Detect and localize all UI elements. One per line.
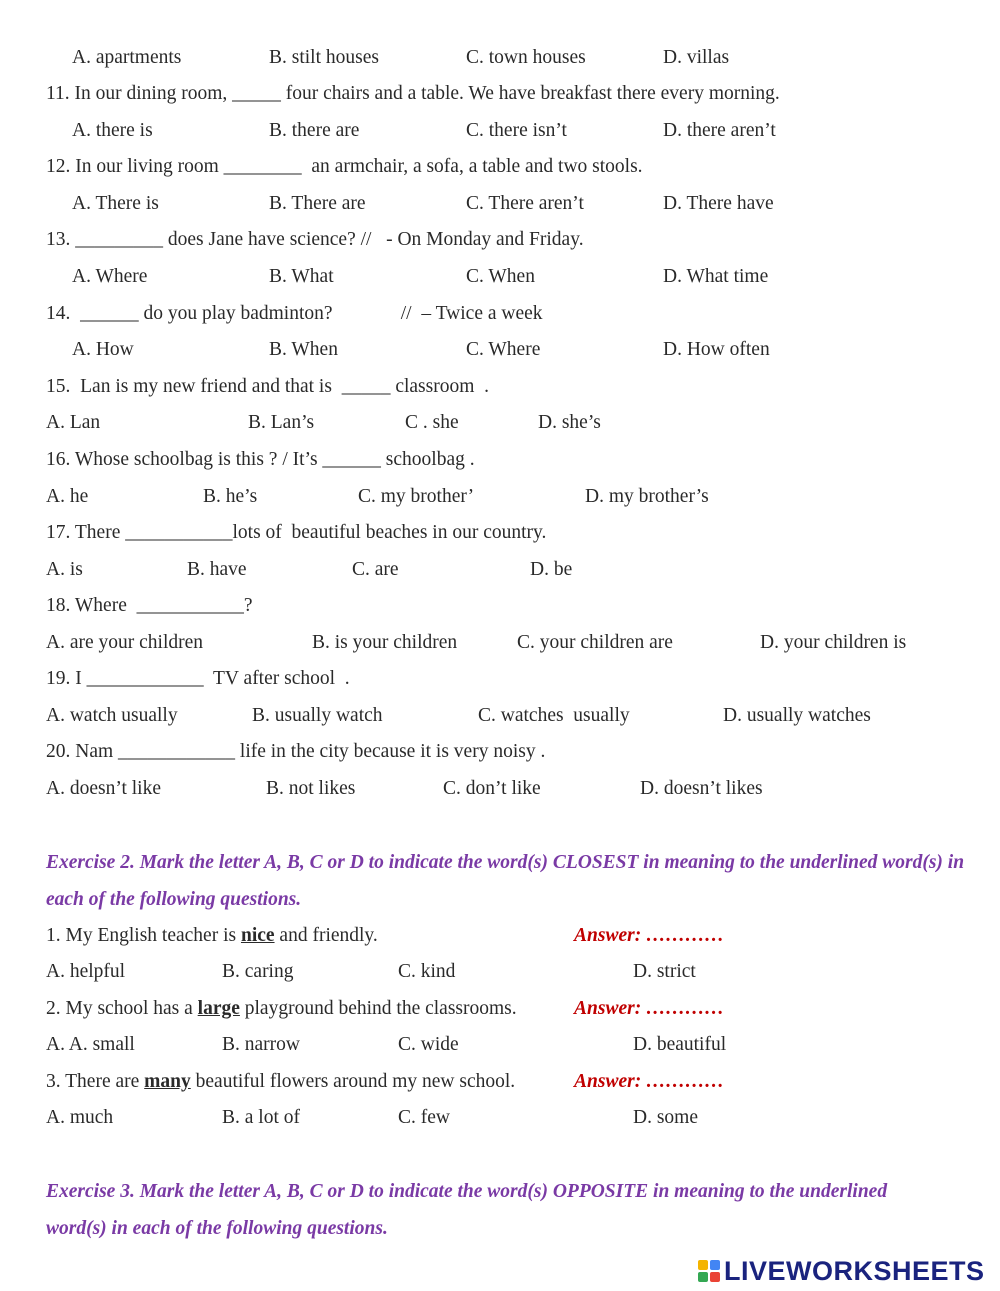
q16-option-d: D. my brother’s [585,486,709,507]
q11-option-c: C. there isn’t [466,120,567,141]
question-15: 15. Lan is my new friend and that is _____ classroom . [46,376,490,397]
q19-option-b: B. usually watch [252,705,383,726]
q13-option-d: D. What time [663,266,769,287]
ex2-q2-option-a: A. A. small [46,1034,135,1055]
q10-option-a: A. apartments [72,47,182,68]
question-11: 11. In our dining room, _____ four chairs and a table. We have breakfast there every morning. [46,83,780,104]
question-19: 19. I ____________ TV after school . [46,668,350,689]
question-14: 14. ______ do you play badminton? // – Twice a week [46,303,543,324]
q14-option-c: C. Where [466,339,541,360]
q13-option-a: A. Where [72,266,148,287]
liveworksheets-logo-icon [698,1260,720,1282]
ex2-q3-option-a: A. much [46,1107,114,1128]
ex2-q2-option-c: C. wide [398,1034,459,1055]
q19-option-d: D. usually watches [723,705,871,726]
q18-option-b: B. is your children [312,632,458,653]
ex2-q1-option-d: D. strict [633,961,696,982]
question-17: 17. There ___________lots of beautiful beaches in our country. [46,522,547,543]
q15-option-a: A. Lan [46,412,101,433]
q12-option-c: C. There aren’t [466,193,584,214]
ex2-q1-option-c: C. kind [398,961,456,982]
q14-option-d: D. How often [663,339,770,360]
q11-option-b: B. there are [269,120,360,141]
ex2-question-2: 2. My school has a large playground behind the classrooms. [46,998,517,1019]
ex2-answer-1: Answer: ………… [574,925,725,946]
ex2-answer-3: Answer: ………… [574,1071,725,1092]
q20-option-b: B. not likes [266,778,356,799]
logo-text: LIVEWORKSHEETS [724,1255,985,1286]
q12-option-b: B. There are [269,193,366,214]
q10-option-d: D. villas [663,47,730,68]
q13-option-c: C. When [466,266,535,287]
q15-option-d: D. she’s [538,412,601,433]
q17-option-d: D. be [530,559,573,580]
q12-option-a: A. There is [72,193,159,214]
q17-option-a: A. is [46,559,83,580]
question-20: 20. Nam ____________ life in the city because it is very noisy . [46,741,546,762]
q18-option-c: C. your children are [517,632,673,653]
ex2-answer-2: Answer: ………… [574,998,725,1019]
q17-option-c: C. are [352,559,399,580]
q12-option-d: D. There have [663,193,774,214]
q11-option-d: D. there aren’t [663,120,776,141]
q20-option-d: D. doesn’t likes [640,778,763,799]
ex2-question-1: 1. My English teacher is nice and friendly. [46,925,378,946]
question-13: 13. _________ does Jane have science? // - On Monday and Friday. [46,229,584,250]
q13-option-b: B. What [269,266,334,287]
q14-option-b: B. When [269,339,338,360]
q18-option-a: A. are your children [46,632,204,653]
underlined-word: many [144,1071,191,1092]
liveworksheets-logo [698,1254,985,1288]
question-16: 16. Whose schoolbag is this ? / It’s ______ schoolbag . [46,449,475,470]
ex2-q3-option-b: B. a lot of [222,1107,300,1128]
ex2-q3-option-d: D. some [633,1107,698,1128]
question-12: 12. In our living room ________ an armchair, a sofa, a table and two stools. [46,156,643,177]
ex2-q2-option-d: D. beautiful [633,1034,727,1055]
q15-option-b: B. Lan’s [248,412,315,433]
q20-option-c: C. don’t like [443,778,541,799]
q14-option-a: A. How [72,339,134,360]
exercise-3-title: Exercise 3. Mark the letter A, B, C or D to indicate the word(s) OPPOSITE in meaning to the underlined word(s) in each of the following questions. [46,1181,888,1239]
q19-option-a: A. watch usually [46,705,178,726]
q10-option-c: C. town houses [466,47,586,68]
q15-option-c: C . she [405,412,459,433]
question-18: 18. Where ___________? [46,595,253,616]
ex2-q2-option-b: B. narrow [222,1034,300,1055]
exercise-2-title: Exercise 2. Mark the letter A, B, C or D to indicate the word(s) CLOSEST in meaning to the underlined word(s) in each of the following questions. [46,852,965,910]
q17-option-b: B. have [187,559,247,580]
q18-option-d: D. your children is [760,632,907,653]
ex2-q3-option-c: C. few [398,1107,450,1128]
q20-option-a: A. doesn’t like [46,778,162,799]
ex2-question-3: 3. There are many beautiful flowers around my new school. [46,1071,516,1092]
underlined-word: large [197,998,240,1019]
q10-option-b: B. stilt houses [269,47,379,68]
ex2-q1-option-a: A. helpful [46,961,126,982]
ex2-q1-option-b: B. caring [222,961,294,982]
q16-option-a: A. he [46,486,89,507]
underlined-word: nice [240,925,275,946]
q19-option-c: C. watches usually [478,705,630,726]
q16-option-b: B. he’s [203,486,258,507]
q16-option-c: C. my brother’ [358,486,475,507]
q11-option-a: A. there is [72,120,153,141]
